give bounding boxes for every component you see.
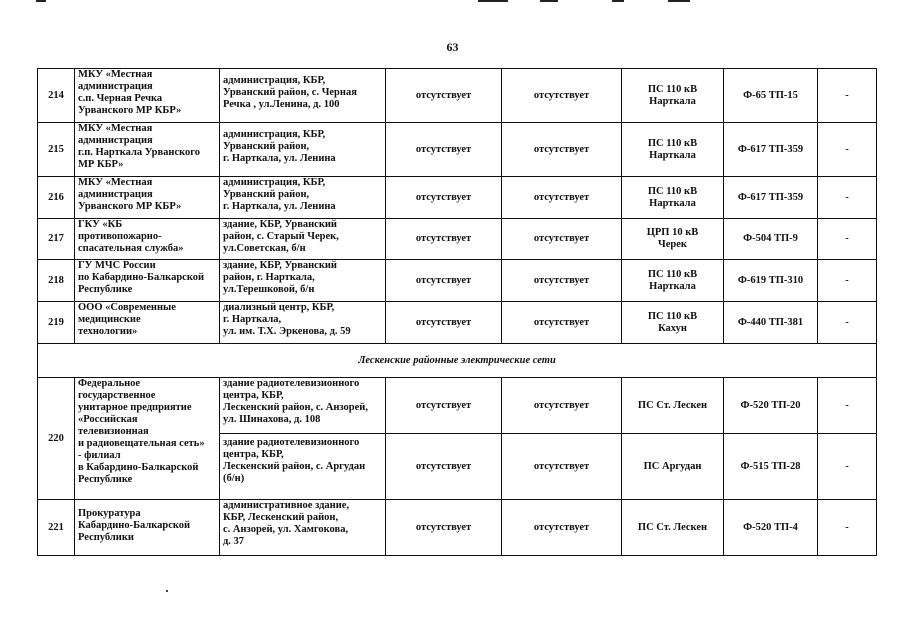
row-number: 214 [38,69,75,123]
address-cell: диализный центр, КБР, г. Нарткала, ул. им. Т.Х. Эркенова, д. 59 [220,302,386,344]
feeder-cell: Ф-504 ТП-9 [724,219,818,260]
status-cell: отсутствует [386,434,502,500]
table-row [38,302,877,344]
table-row [38,123,877,177]
row-number: 219 [38,302,75,344]
status-cell: отсутствует [502,219,622,260]
feeder-cell: Ф-617 ТП-359 [724,177,818,219]
dash-cell: - [818,123,877,177]
dash-cell: - [818,219,877,260]
address-cell: здание, КБР, Урванский район, с. Старый Черек, ул.Советская, б/н [220,219,386,260]
table-row [38,69,877,123]
row-number: 220 [38,378,75,500]
dash-cell: - [818,260,877,302]
status-cell: отсутствует [502,378,622,434]
row-number: 218 [38,260,75,302]
page-number: 63 [446,40,459,54]
dash-cell: - [818,69,877,123]
organization-cell: МКУ «Местная администрация Урванского МР КБР» [75,177,220,219]
feeder-cell: Ф-617 ТП-359 [724,123,818,177]
table-row [38,177,877,219]
feeder-cell: Ф-515 ТП-28 [724,434,818,500]
address-cell: администрация, КБР, Урванский район, г. Нарткала, ул. Ленина [220,177,386,219]
address-cell: здание, КБР, Урванский район, г. Нарткала, ул.Терешковой, б/н [220,260,386,302]
status-cell: отсутствует [386,69,502,123]
status-cell: отсутствует [502,177,622,219]
table-row [38,500,877,556]
organization-cell: МКУ «Местная администрация г.п. Нарткала Урванского МР КБР» [75,123,220,177]
substation-cell: ПС 110 кВ Нарткала [622,177,724,219]
substation-cell: ПС 110 кВ Нарткала [622,260,724,302]
status-cell: отсутствует [502,123,622,177]
substation-cell: ПС 110 кВ Нарткала [622,123,724,177]
substation-cell: ПС 110 кВ Нарткала [622,69,724,123]
row-number: 216 [38,177,75,219]
feeder-cell: Ф-520 ТП-20 [724,378,818,434]
status-cell: отсутствует [502,260,622,302]
status-cell: отсутствует [386,123,502,177]
dash-cell: - [818,177,877,219]
row-number: 221 [38,500,75,556]
feeder-cell: Ф-440 ТП-381 [724,302,818,344]
substation-cell: ПС 110 кВ Кахун [622,302,724,344]
substation-cell: ПС Ст. Лескен [622,500,724,556]
top-scan-marks [0,0,905,4]
status-cell: отсутствует [386,260,502,302]
feeder-cell: Ф-520 ТП-4 [724,500,818,556]
address-cell: здание радиотелевизионного центра, КБР, Лескенский район, с. Аргудан (б/н) [220,434,386,500]
status-cell: отсутствует [386,219,502,260]
dash-cell: - [818,500,877,556]
status-cell: отсутствует [502,434,622,500]
organization-cell: МКУ «Местная администрация с.п. Черная Речка Урванского МР КБР» [75,69,220,123]
status-cell: отсутствует [502,500,622,556]
data-table [37,68,877,556]
status-cell: отсутствует [386,302,502,344]
dash-cell: - [818,302,877,344]
address-cell: администрация, КБР, Урванский район, с. Черная Речка , ул.Ленина, д. 100 [220,69,386,123]
address-cell: администрация, КБР, Урванский район, г. Нарткала, ул. Ленина [220,123,386,177]
organization-cell: ООО «Современные медицинские технологии» [75,302,220,344]
status-cell: отсутствует [386,378,502,434]
substation-cell: ПС Аргудан [622,434,724,500]
feeder-cell: Ф-619 ТП-310 [724,260,818,302]
row-number: 215 [38,123,75,177]
status-cell: отсутствует [386,500,502,556]
table-row [38,260,877,302]
address-cell: здание радиотелевизионного центра, КБР, Лескенский район, с. Анзорей, ул. Шинахова, д. 108 [220,378,386,434]
address-cell: административное здание, КБР, Лескенский район, с. Анзорей, ул. Хамгокова, д. 37 [220,500,386,556]
dash-cell: - [818,434,877,500]
row-number: 217 [38,219,75,260]
substation-cell: ЦРП 10 кВ Черек [622,219,724,260]
section-title: Лескенские районные электрические сети [38,344,877,378]
organization-cell: Федеральное государственное унитарное предприятие «Российская телевизионная и радиовещательная сеть» - филиал в Кабардино-Балкарской Республике [75,378,220,500]
status-cell: отсутствует [502,302,622,344]
section-row [38,344,877,378]
status-cell: отсутствует [502,69,622,123]
organization-cell: ГКУ «КБ противопожарно- спасательная служба» [75,219,220,260]
status-cell: отсутствует [386,177,502,219]
table-row [38,219,877,260]
scan-speck [166,590,168,592]
substation-cell: ПС Ст. Лескен [622,378,724,434]
organization-cell: ГУ МЧС России по Кабардино-Балкарской Республике [75,260,220,302]
organization-cell: Прокуратура Кабардино-Балкарской Республики [75,500,220,556]
table-row [38,378,877,434]
dash-cell: - [818,378,877,434]
feeder-cell: Ф-65 ТП-15 [724,69,818,123]
